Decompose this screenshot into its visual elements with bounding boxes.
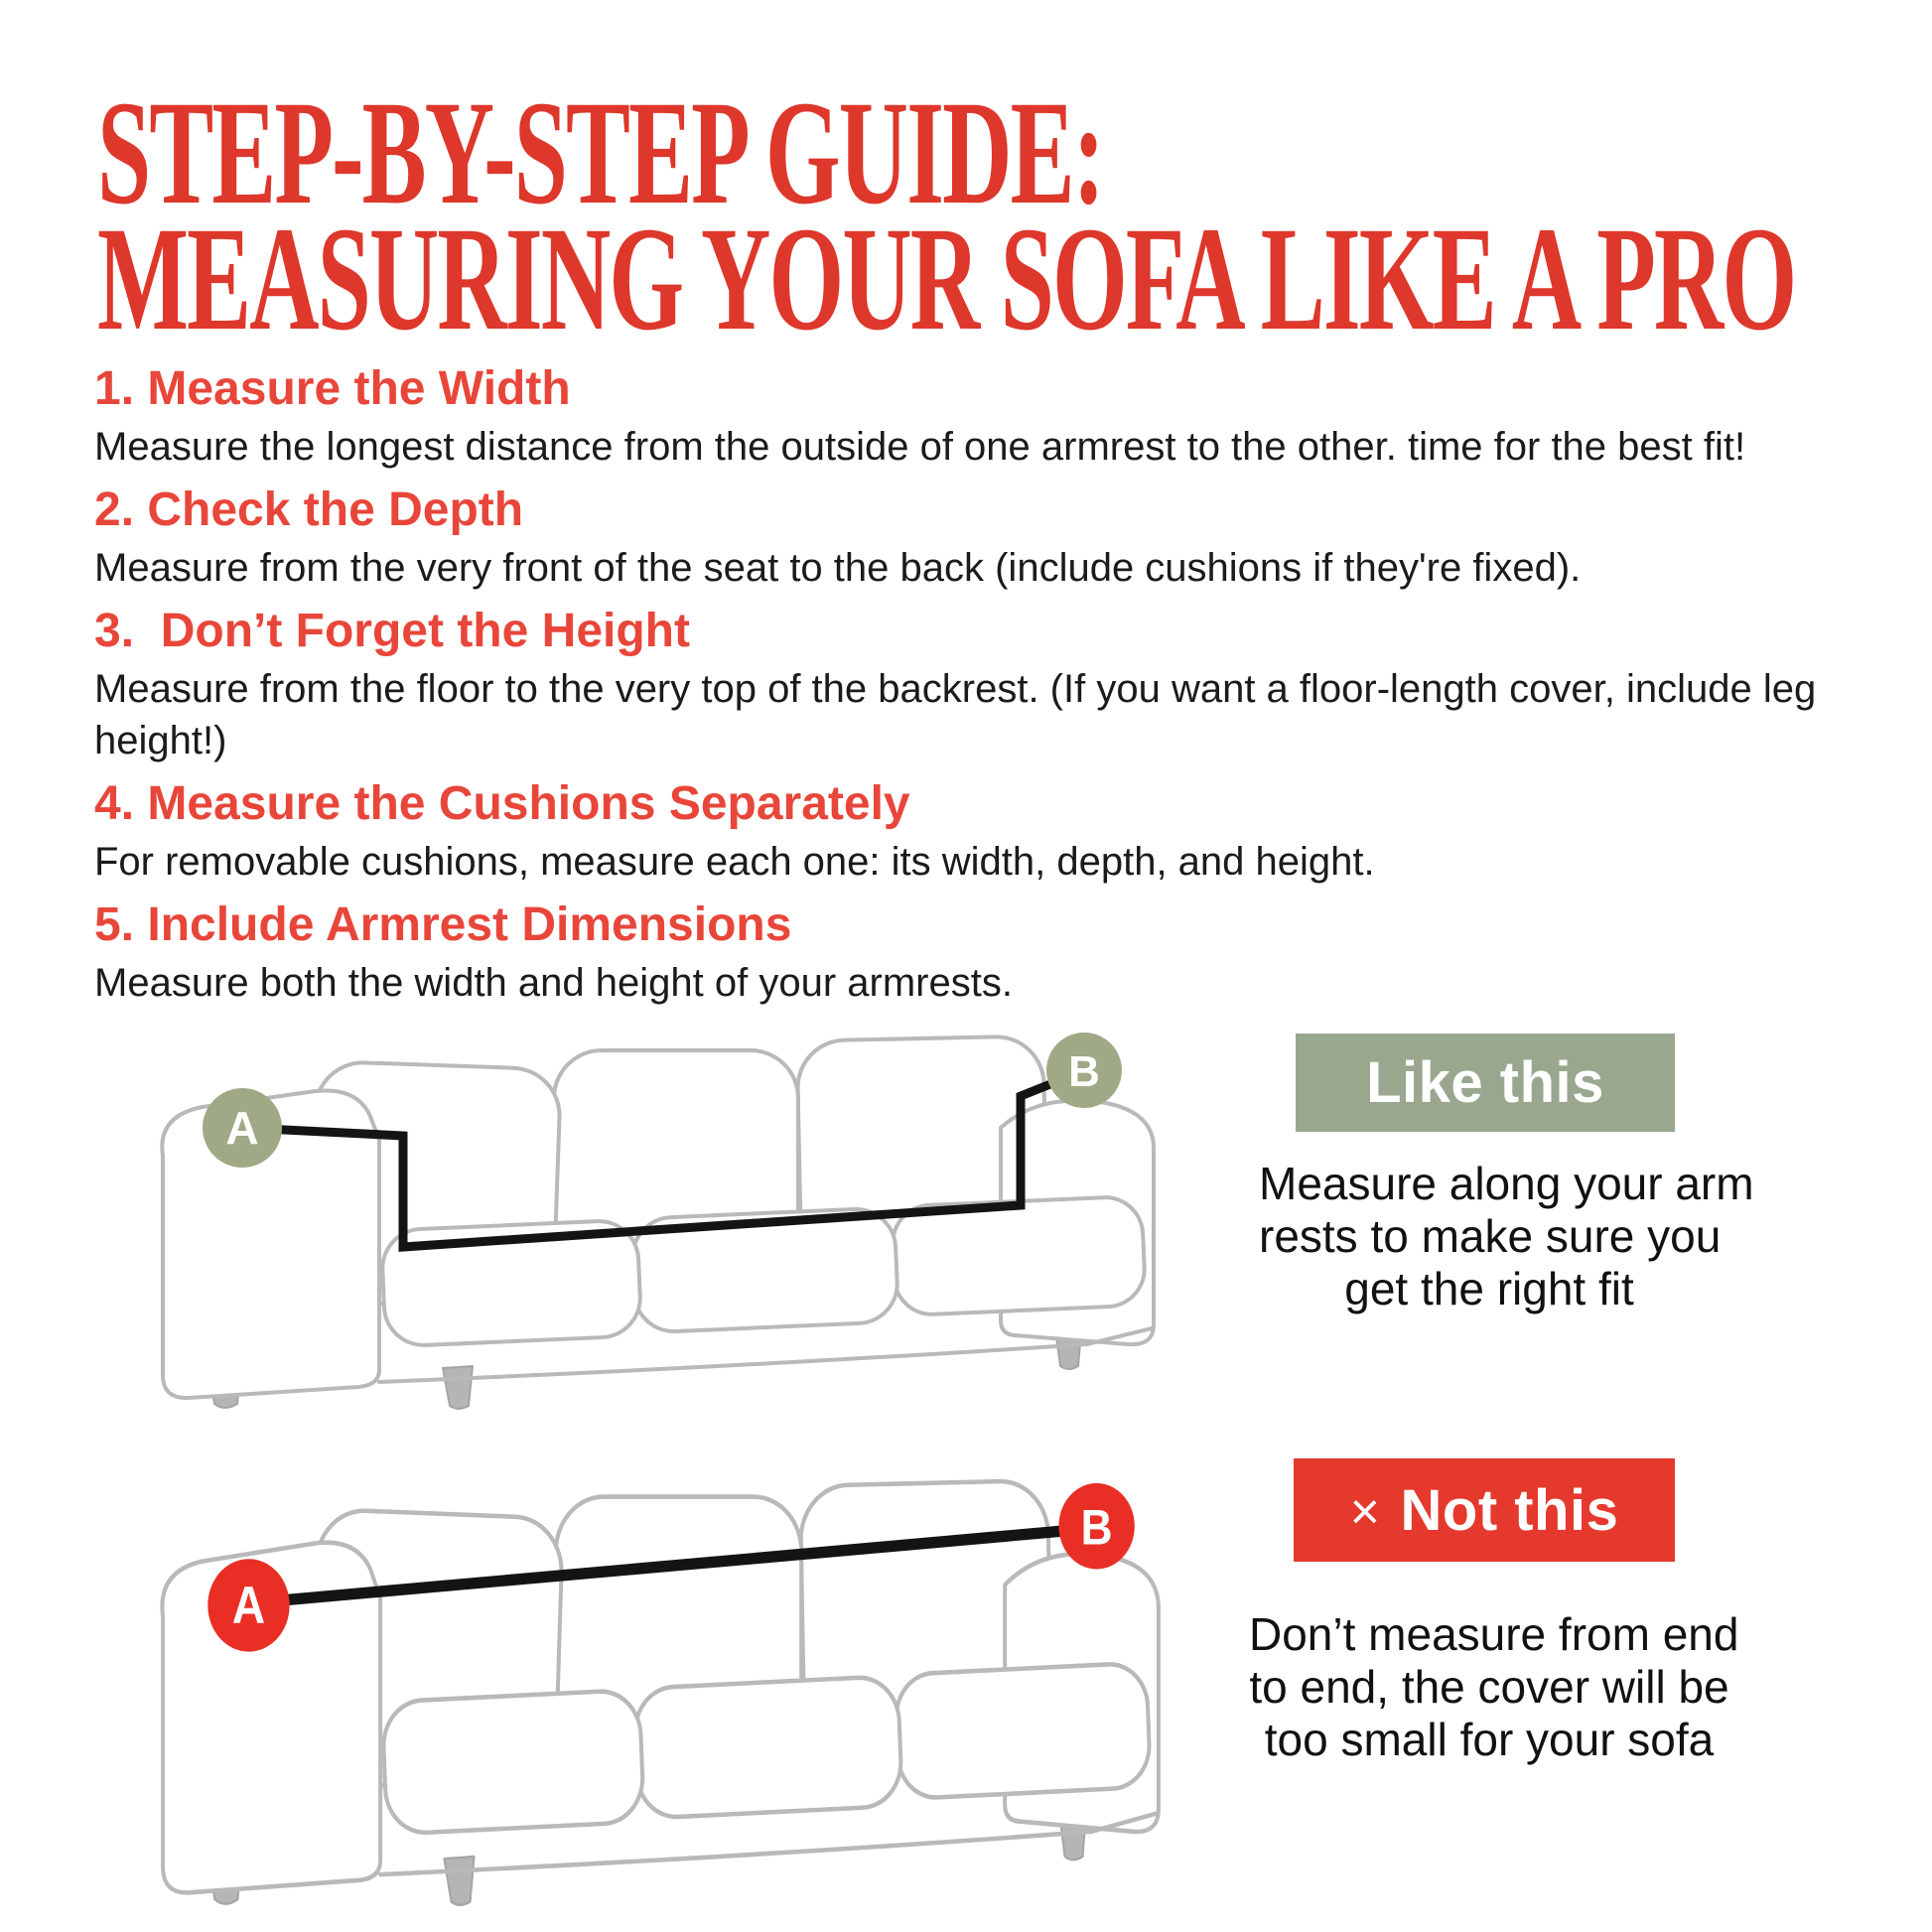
not-this-badge	[1294, 1458, 1675, 1562]
step-5-body: Measure both the width and height of your armrests.	[94, 961, 1013, 1005]
not-this-caption-line-1: Don’t measure from end	[1249, 1608, 1739, 1660]
like-this-badge-label: Like this	[1366, 1050, 1604, 1115]
like-this-caption-line-3: get the right fit	[1344, 1263, 1634, 1314]
svg-text:B: B	[1068, 1047, 1100, 1096]
step-2-heading: 2. Check the Depth	[94, 483, 524, 536]
marker-b-bad	[1058, 1483, 1134, 1570]
x-icon: ×	[1349, 1483, 1381, 1541]
sofa-leg	[443, 1366, 473, 1409]
like-this-badge	[1296, 1034, 1675, 1132]
not-this-caption-line-3: too small for your sofa	[1264, 1714, 1715, 1765]
step-3-heading: 3. Don’t Forget the Height	[94, 605, 690, 657]
step-4-heading: 4. Measure the Cushions Separately	[94, 777, 910, 830]
svg-text:A: A	[225, 1102, 259, 1154]
sofa-line-art	[162, 1480, 1159, 1905]
sofa-good-illustration	[149, 1011, 1172, 1410]
like-this-caption-line-2: rests to make sure you	[1259, 1210, 1722, 1262]
page-title-line-1: STEP-BY-STEP GUIDE:	[97, 70, 1104, 236]
not-this-caption-line-2: to end, the cover will be	[1249, 1661, 1729, 1713]
seat-cushion	[382, 1690, 644, 1835]
step-1	[94, 359, 1882, 473]
svg-text:B: B	[1080, 1499, 1113, 1557]
step-3-body: Measure from the floor to the very top of the backrest. (If you want a floor-length cover, include leg height!)	[94, 667, 1817, 762]
marker-b-good	[1046, 1033, 1122, 1108]
not-this-caption	[1249, 1608, 1739, 1766]
step-2-body: Measure from the very front of the seat to the back (include cushions if they're fixed).	[94, 546, 1582, 590]
not-this-badge-label: Not this	[1400, 1477, 1619, 1543]
marker-a-bad	[207, 1559, 289, 1651]
step-4-body: For removable cushions, measure each one: its width, depth, and height.	[94, 840, 1375, 884]
step-4	[94, 774, 1882, 888]
page-title	[97, 70, 1932, 362]
like-this-caption-line-1: Measure along your arm	[1259, 1158, 1754, 1209]
step-1-heading: 1. Measure the Width	[94, 362, 571, 415]
sofa-bad-illustration	[149, 1451, 1176, 1906]
step-5-heading: 5. Include Armrest Dimensions	[94, 898, 792, 951]
step-3	[94, 602, 1882, 766]
page-title-line-2: MEASURING YOUR SOFA LIKE A PRO	[97, 197, 1796, 362]
step-2	[94, 481, 1882, 594]
steps-list	[94, 359, 1882, 1017]
sofa-leg	[444, 1857, 474, 1905]
sofa-line-art	[162, 1035, 1154, 1409]
like-this-caption	[1259, 1158, 1754, 1315]
svg-text:A: A	[231, 1577, 266, 1635]
step-5	[94, 896, 1882, 1009]
seat-cushion	[633, 1676, 902, 1819]
step-1-body: Measure the longest distance from the outside of one armrest to the other. time for the best fit!	[94, 425, 1746, 469]
seat-cushion	[895, 1663, 1151, 1800]
marker-a-good	[203, 1088, 282, 1168]
